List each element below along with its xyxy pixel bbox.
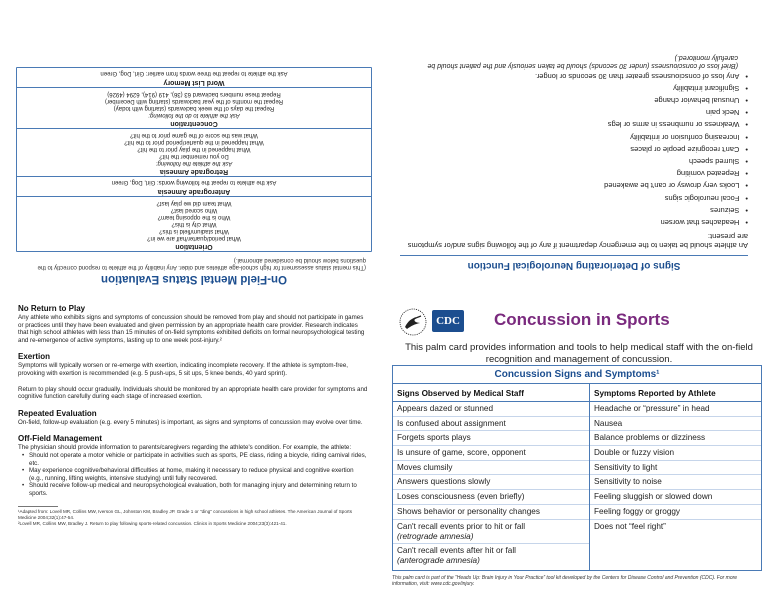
retrograde-sub: (retrograde amnesia) [397,531,474,541]
repeated-heading: Repeated Evaluation [18,408,97,418]
on-field-note: (This mental status assessment for high school-age athletes and older. Any inability of the athlete to respond correctly to the questions below should be considered abnormal.) [37,257,366,270]
list-item: • Can't recognize people or places [400,143,748,155]
cdc-logo-icon: CDC [432,310,464,332]
exertion-heading: Exertion [18,352,51,362]
list-item: • Neck pain [400,106,748,118]
list-item: • Looks very drowsy or can't be awakened [400,179,748,191]
table-cell: Is confused about assignment [393,417,589,432]
table-cell: Sensitivity to light [590,461,761,476]
hhs-seal-icon [398,307,428,337]
retrograde-line: Ask the athlete the following: [155,160,233,166]
list-item: • Should not operate a motor vehicle or participate in activities such as sports, PE class, riding a bicycle, riding carnival rides, etc. [22,452,368,467]
word-list-instruction: Ask the athlete to repeat the three words from earlier: Girl, Dog, Green [100,70,288,76]
card-intro: This palm card provides information and tools to help medical staff with the on-field recognition and management of concussion. [405,342,753,365]
list-item: • Seizures [400,204,748,216]
table-cell: Feeling foggy or groggy [590,505,761,520]
table-columns [393,384,761,571]
table-cell: Forgets sports plays [393,431,589,446]
on-field-panel [0,0,384,297]
table-cell: Shows behavior or personality changes [393,505,589,520]
orientation-line: What period/quarter/half are we in? [147,235,241,241]
list-item: • Should receive follow-up medical and neuropsychological evaluation, both for managing injury and determining return to sports. [22,482,368,497]
off-field-list [22,452,368,498]
off-field-heading: Off-Field Management [18,434,103,444]
symptoms-column [590,384,761,571]
footnote-rule [18,506,58,507]
on-field-title: On-Field Mental Status Evaluation [101,273,287,285]
concentration-line: Repeat the months of the year backwards (starting with December) [104,98,284,104]
list-item: • May experience cognitive/behavioral difficulties at home, making it necessary to reduce physical and cognitive exertion (e.g., running, lifting weights, intensive studying) until fully recovered. [22,467,368,482]
card-header [394,305,764,339]
anterograde-text: Can't recall events after hit or fall [397,546,516,556]
retrograde-lines [17,129,371,167]
table-cell: Appears dazed or stunned [393,402,589,417]
anterograde-heading: Anterograde Amnesia [157,188,231,195]
concentration-line: Ask the athlete to do the following: [148,112,240,118]
exertion-text-2: Return to play should occur gradually. Individuals should be monitored by an appropriate health care provider for symptoms and cognitive function carefully during each stage of increased exertion. [18,385,368,401]
table-cell-anterograde [393,544,589,568]
deteriorating-list [400,69,748,228]
list-item: • Unusual behavior change [400,94,748,106]
table-title: Concussion Signs and Symptoms¹ [393,366,761,384]
list-item: • Repeated vomiting [400,167,748,179]
card-front-panel [384,297,768,594]
list-item: • Focal neurologic signs [400,191,748,203]
logo-group [394,305,484,339]
orientation-heading: Orientation [175,243,213,250]
retrograde-line: What happened in the play prior to the hit? [137,146,251,152]
list-item: • Increasing confusion or irritability [400,130,748,142]
orientation-line: What city is this? [171,221,217,227]
anterograde-instruction: Ask the athlete to repeat the following words: Girl, Dog, Green [111,179,277,185]
retrograde-line: What was the score of the game prior to the hit? [130,132,258,138]
word-list-heading: Word List Memory [163,79,225,86]
orientation-line: What stadium/field is this? [159,228,229,234]
concentration-heading: Concentration [170,120,218,127]
deteriorating-panel [384,0,768,297]
off-field-text: The physician should provide information to parents/caregivers regarding the athlete's condition. For example, the athlete: [18,444,352,452]
repeated-text: On-field, follow-up evaluation (e.g. every 5 minutes) is important, as signs and symptoms of concussion may evolve over time. [18,418,363,426]
signs-column [393,384,590,571]
orientation-line: Who is the opposing team? [157,214,231,220]
orientation-lines [17,197,371,242]
list-item: • Headaches that worsen [400,216,748,228]
list-item: • Weakness or numbness in arms or legs [400,118,748,130]
exertion-text: Symptoms will typically worsen or re-emerge with exertion, indicating incomplete recovery. If the athlete is symptom-free, provoking with exertion is recommended (e.g. 5 push-ups, 5 sit ups, 5 knee bends, 40 yard sprint). [18,362,349,377]
table-cell: Headache or “pressure” in head [590,402,761,417]
retrograde-heading: Retrograde Amnesia [159,168,229,175]
list-item: • Slurred speech [400,155,748,167]
concentration-section [17,87,371,128]
retrograde-line: What happened in the quarter/period prior to the hit? [124,139,264,145]
symptoms-column-heading: Symptoms Reported by Athlete [590,388,761,402]
anterograde-section [17,176,371,196]
retrograde-text: Can't recall events prior to hit or fall [397,521,526,531]
signs-column-heading: Signs Observed by Medical Staff [393,388,589,402]
table-cell: Loses consciousness (even briefly) [393,490,589,505]
table-cell: Does not “feel right” [594,521,666,531]
table-cell: Sensitivity to noise [590,475,761,490]
concentration-line: Repeat the days of the week backwards (starting with today) [113,105,275,111]
card-title: Concussion in Sports [494,310,670,329]
table-cell: Answers questions slowly [393,475,589,490]
concentration-line: Repeat these numbers backward 63 (36), 419 (914), 6294 (4926) [107,91,281,97]
list-item: • Significant irritability [400,82,748,94]
table-cell: Nausea [590,417,761,432]
deteriorating-intro: An athlete should be taken to the emergency department if any of the following signs and/or symptoms are present: [407,232,748,250]
reference-2: ²Lovell MR, Collins MW, Bradley J. Return to play following sports-related concussion. Clinics in Sports Medicine 2004;23(3):421-41. [18,520,287,526]
table-cell: Feeling sluggish or slowed down [590,490,761,505]
loc-note: (Brief loss of consciousness (under 30 seconds) should be taken seriously and the patient should be carefully monitored.) [427,53,738,70]
reference-1: ¹Adapted from: Lovell MR, Collins MW, Iverson GL, Johnston KM, Bradley JP. Grade 1 or "ding" concussions in high school athletes. The American Journal of Sports Medicine 2004;32(1):47-54. [18,508,353,520]
list-item: • Any loss of consciousness greater than 30 seconds or longer. [400,69,748,81]
table-cell: Moves clumsily [393,461,589,476]
orientation-line: Who scored last? [170,207,218,213]
orientation-line: What team did we play last? [156,200,232,206]
table-cell: Is unsure of game, score, opponent [393,446,589,461]
word-list-section [17,68,371,87]
signs-symptoms-table [392,365,762,571]
no-return-text: Any athlete who exhibits signs and symptoms of concussion should be removed from play and should not participate in games or practices until they have been evaluated and given permission by an appropriate health care provider. Research indicates that high school athletes with less than 15 minutes of on-field symptoms exhibited deficits on formal neuropsychological testing and re-emergence of active symptoms, lasting up to one week post-injury.² [18,314,365,344]
evaluation-box [16,67,372,252]
deteriorating-title: Signs of Deteriorating Neurological Function [400,255,748,271]
return-to-play-panel [0,297,384,594]
table-cell: Balance problems or dizziness [590,431,761,446]
table-cell-retrograde [393,520,589,545]
retrograde-line: Do you remember the hit? [159,153,229,159]
no-return-heading: No Return to Play [18,304,86,313]
anterograde-sub: (anterograde amnesia) [397,556,480,566]
orientation-section [17,196,371,251]
card-footnote: This palm card is part of the “Heads Up: Brain Injury in Your Practice” tool kit developed by the Centers for Disease Control and Prevention (CDC). For more information, visit: www.cdc.gov/injury. [392,575,738,587]
concentration-lines [17,88,371,119]
table-cell: Double or fuzzy vision [590,446,761,461]
retrograde-section [17,128,371,176]
